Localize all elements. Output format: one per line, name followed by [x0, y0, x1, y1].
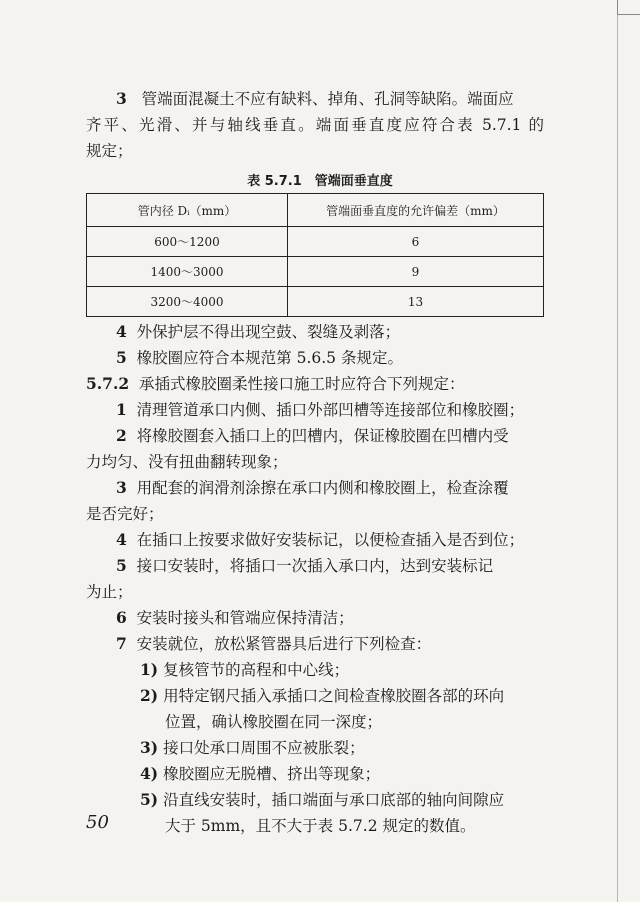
- perpendicularity-table: [86, 193, 544, 317]
- table-caption: 表 5.7.1 管端面垂直度: [247, 174, 393, 189]
- check-4: [140, 763, 380, 785]
- check-number: 3): [140, 738, 159, 757]
- check-text: 沿直线安装时，插口端面与承口底部的轴向间隙应: [163, 791, 505, 809]
- check-number: 2): [140, 686, 159, 705]
- table-header-diameter: 管内径 Dᵢ（mm）: [87, 194, 288, 227]
- sub-5-line2: 为止；: [86, 583, 133, 601]
- table-cell: 13: [288, 287, 544, 317]
- section-5-7-2: [86, 373, 465, 395]
- check-text: 复核管节的高程和中心线；: [163, 661, 350, 679]
- item-number: 2: [116, 426, 127, 445]
- para3-line3: 规定；: [86, 142, 133, 160]
- item-number: 5: [116, 348, 127, 367]
- para3-line2: 齐平、光滑、并与轴线垂直。端面垂直度应符合表 5.7.1 的: [86, 116, 544, 134]
- item-number: 3: [116, 89, 127, 108]
- para3-text-1: 管端面混凝土不应有缺料、掉角、孔洞等缺陷。端面应: [141, 90, 514, 108]
- item-text: 在插口上按要求做好安装标记，以便检查插入是否到位；: [136, 531, 525, 549]
- item-text: 将橡胶圈套入插口上的凹槽内，保证橡胶圈在凹槽内受: [136, 427, 509, 445]
- table-row: [87, 257, 544, 287]
- sub-2-line1: [116, 425, 509, 447]
- section-text: 承插式橡胶圈柔性接口施工时应符合下列规定：: [139, 375, 465, 393]
- item-text: 接口安装时，将插口一次插入承口内，达到安装标记: [136, 557, 494, 575]
- item-text: 安装时接头和管端应保持清洁；: [136, 609, 354, 627]
- table-row: [87, 227, 544, 257]
- item-text: 外保护层不得出现空鼓、裂缝及剥落；: [136, 323, 401, 341]
- item-5: [116, 347, 403, 369]
- sub-5-line1: [116, 555, 493, 577]
- sub-3-line1: [116, 477, 509, 499]
- check-text: 橡胶圈应无脱槽、挤出等现象；: [163, 765, 381, 783]
- page-number: 50: [86, 812, 109, 833]
- page-corner: [617, 0, 640, 15]
- table-row: [87, 287, 544, 317]
- table-cell: 600～1200: [87, 227, 288, 257]
- item-number: 6: [116, 608, 127, 627]
- item-number: 5: [116, 556, 127, 575]
- item-number: 4: [116, 322, 127, 341]
- table-header-row: [87, 194, 544, 227]
- item-text: 用配套的润滑剂涂擦在承口内侧和橡胶圈上，检查涂覆: [136, 479, 509, 497]
- check-2-line1: [140, 685, 504, 707]
- item-number: 3: [116, 478, 127, 497]
- table-cell: 1400～3000: [87, 257, 288, 287]
- sub-6: [116, 607, 354, 629]
- check-1: [140, 659, 349, 681]
- check-number: 1): [140, 660, 159, 679]
- sub-7: [116, 633, 431, 655]
- check-number: 4): [140, 764, 159, 783]
- sub-2-line2: 力均匀、没有扭曲翻转现象；: [86, 453, 288, 471]
- item-text: 清理管道承口内侧、插口外部凹槽等连接部位和橡胶圈；: [136, 401, 525, 419]
- table-cell: 6: [288, 227, 544, 257]
- check-text: 接口处承口周围不应被胀裂；: [163, 739, 365, 757]
- check-5-line2: 大于 5mm，且不大于表 5.7.2 规定的数值。: [165, 817, 476, 835]
- check-2-line2: 位置，确认橡胶圈在同一深度；: [165, 713, 383, 731]
- sub-3-line2: 是否完好；: [86, 505, 164, 523]
- check-5-line1: [140, 789, 504, 811]
- item-text: 橡胶圈应符合本规范第 5.6.5 条规定。: [136, 349, 403, 367]
- sub-4: [116, 529, 524, 551]
- check-text: 用特定钢尺插入承插口之间检查橡胶圈各部的环向: [163, 687, 505, 705]
- item-number: 1: [116, 400, 127, 419]
- item-text: 安装就位，放松紧管器具后进行下列检查：: [136, 635, 432, 653]
- item-number: 7: [116, 634, 127, 653]
- table-cell: 3200～4000: [87, 287, 288, 317]
- para3-line1: [116, 88, 514, 110]
- item-4: [116, 321, 400, 343]
- table-cell: 9: [288, 257, 544, 287]
- section-number: 5.7.2: [86, 374, 130, 393]
- item-number: 4: [116, 530, 127, 549]
- table-header-tolerance: 管端面垂直度的允许偏差（mm）: [288, 194, 544, 227]
- sub-1: [116, 399, 524, 421]
- page-edge: [617, 0, 618, 902]
- check-3: [140, 737, 365, 759]
- check-number: 5): [140, 790, 159, 809]
